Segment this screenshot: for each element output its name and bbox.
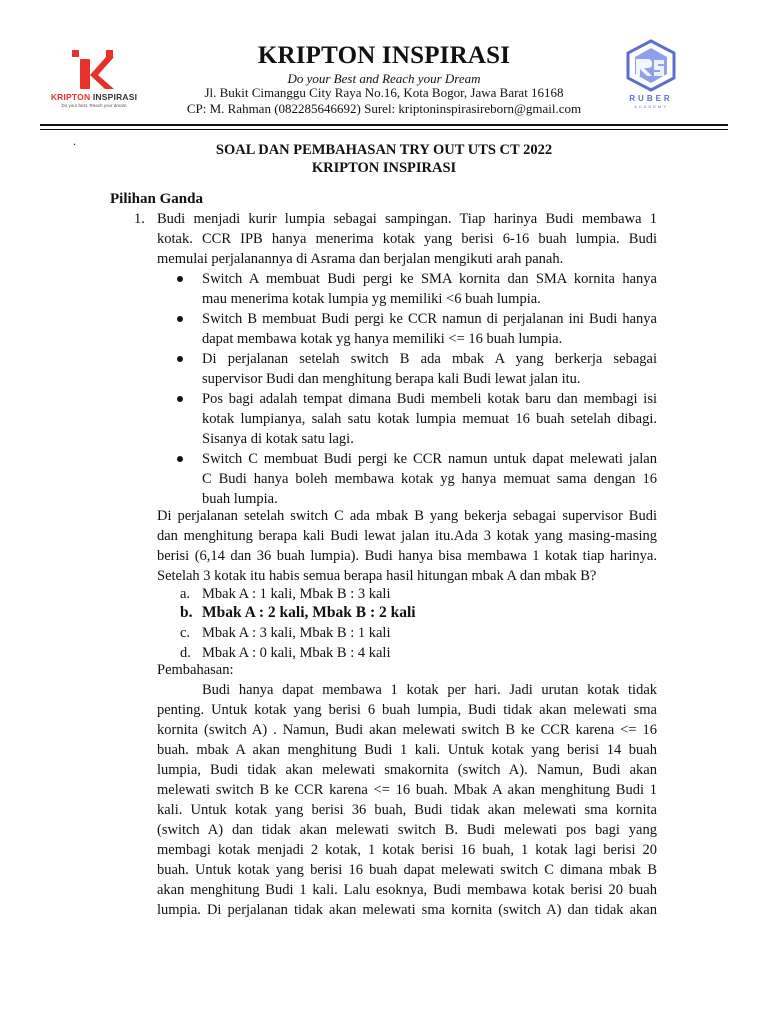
letterhead-rule-thin <box>40 129 728 130</box>
letterhead-motto: Do your Best and Reach your Dream <box>287 71 481 86</box>
discussion-line: penting. Untuk kotak yang berisi 6 buah lumpia, Budi tidak akan melewati sma <box>157 702 657 718</box>
bullet-line: supervisor Budi dan menghitung berapa kali Budi lewat jalan itu. <box>202 371 581 387</box>
discussion-line: buah. Untuk kotak yang berisi 16 buah dapat melewati switch C dimana mbak B <box>157 862 657 878</box>
kripton-k-logo-icon <box>40 44 148 92</box>
bullet-icon <box>177 356 183 362</box>
question-number: 1. <box>134 211 145 227</box>
option-b-text-correct: Mbak A : 2 kali, Mbak B : 2 kali <box>202 604 416 621</box>
discussion-line: lumpia, Budi tidak akan melewati smakornita (switch A). Namun, Budi akan <box>157 762 657 778</box>
kripton-logo-tagline: Do your best. Reach your dream <box>61 103 127 108</box>
question-intro-line: Budi menjadi kurir lumpia sebagai sampingan. Tiap harinya Budi membawa 1 <box>157 211 657 227</box>
kripton-logo <box>40 44 148 108</box>
discussion-line: buah. mbak A akan menghitung Budi 1 kali. Untuk kotak yang berisi 14 buah <box>157 742 657 758</box>
discussion-line: Budi hanya dapat membawa 1 kotak per hari. Jadi urutan kotak tidak <box>202 682 657 698</box>
question-stem-line: Setelah 3 kotak itu habis semua berapa hasil hitungan mbak A dan mbak B? <box>157 568 597 584</box>
stray-mark: . <box>73 134 76 148</box>
ruber-cube-logo-icon <box>622 38 680 94</box>
bullet-line: Di perjalanan setelah switch B ada mbak A yang berkerja sebagai <box>202 351 657 367</box>
section-title: Pilihan Ganda <box>110 191 203 207</box>
document-title: SOAL DAN PEMBAHASAN TRY OUT UTS CT 2022 <box>215 142 553 158</box>
option-d-letter: d. <box>180 645 191 661</box>
bullet-line: Switch C membuat Budi pergi ke CCR namun untuk dapat melewati jalan <box>202 451 657 467</box>
bullet-icon <box>177 276 183 282</box>
bullet-line: Sisanya di kotak satu lagi. <box>202 431 354 447</box>
option-a-letter: a. <box>180 586 191 602</box>
bullet-icon <box>177 456 183 462</box>
discussion-line: (switch A) dan tidak akan melewati switch B. Budi melewati pos bagi yang <box>157 822 657 838</box>
bullet-line: dapat membawa kotak yg hanya memiliki <= 16 buah lumpia. <box>202 331 563 347</box>
discussion-line: kali. Untuk kotak yang berisi 36 buah, Budi tidak akan melewati sma kornita <box>157 802 657 818</box>
question-intro-line: kotak. CCR IPB hanya menerima kotak yang berisi 6-16 buah lumpia. Budi <box>157 231 657 247</box>
bullet-icon <box>177 396 183 402</box>
discussion-line: lumpia. Di perjalanan tidak akan melewati sma kornita (switch A) dan tidak akan <box>157 902 657 918</box>
discussion-line: melewati switch B ke CCR karena <= 16 buah. Mbak A akan menghitung Budi 1 <box>157 782 657 798</box>
ruber-logo <box>622 38 684 118</box>
question-intro-line: memulai perjalanannya di Asrama dan berjalan mengikuti arah panah. <box>157 251 564 267</box>
bullet-line: Switch A membuat Budi pergi ke SMA kornita dan SMA kornita hanya <box>202 271 657 287</box>
question-stem-line: Di perjalanan setelah switch C ada mbak B yang bekerja sebagai supervisor Budi <box>157 508 657 524</box>
option-c-letter: c. <box>180 625 191 641</box>
kripton-logo-wordmark: KRIPTON INSPIRASI <box>50 92 138 102</box>
option-b-letter: b. <box>180 604 193 621</box>
document-subtitle: KRIPTON INSPIRASI <box>311 160 457 176</box>
ruber-logo-subtitle: ACADEMY <box>634 104 668 109</box>
letterhead-address: Jl. Bukit Cimanggu City Raya No.16, Kota Bogor, Jawa Barat 16168 <box>204 85 564 100</box>
bullet-line: Pos bagi adalah tempat dimana Budi membeli kotak baru dan membagi isi <box>202 391 657 407</box>
question-stem-line: berisi (6,14 dan 36 buah lumpia). Budi hanya bisa membawa 1 kotak tiap harinya. <box>157 548 657 564</box>
question-stem-line: dan menghitung berapa kali Budi lewat jalan itu.Ada 3 kotak yang masing-masing <box>157 528 657 544</box>
option-c-text: Mbak A : 3 kali, Mbak B : 1 kali <box>202 625 391 641</box>
discussion-line: akan menghitung Budi 1 kali. Lalu esoknya, Budi membawa kotak berisi 20 buah <box>157 882 657 898</box>
letterhead-rule-thick <box>40 124 728 126</box>
bullet-icon <box>177 316 183 322</box>
bullet-line: C Budi hanya boleh membawa kotak yg hanya memuat sama dengan 16 <box>202 471 657 487</box>
bullet-line: Switch B membuat Budi pergi ke CCR namun di perjalanan ini Budi hanya <box>202 311 657 327</box>
discussion-line: membagi kotak menjadi 2 kotak, 1 kotak berisi 16 buah, 1 kotak lagi berisi 20 <box>157 842 657 858</box>
discussion-line: kornita (switch A) . Namun, Budi akan melewati switch B ke CCR karena <= 16 <box>157 722 657 738</box>
bullet-line: mau menerima kotak lumpia yg memiliki <6 buah lumpia. <box>202 291 541 307</box>
bullet-line: kotak lumpianya, salah satu kotak lumpia memuat 16 buah setelah dibagi. <box>202 411 657 427</box>
discussion-label: Pembahasan: <box>157 662 234 678</box>
option-d-text: Mbak A : 0 kali, Mbak B : 4 kali <box>202 645 391 661</box>
bullet-line: buah lumpia. <box>202 491 278 507</box>
letterhead-contact: CP: M. Rahman (082285646692) Surel: kriptoninspirasireborn@gmail.com <box>186 101 582 116</box>
option-a-text: Mbak A : 1 kali, Mbak B : 3 kali <box>202 586 391 602</box>
letterhead-title: KRIPTON INSPIRASI <box>257 42 511 69</box>
ruber-logo-wordmark: RUBER <box>629 94 673 103</box>
